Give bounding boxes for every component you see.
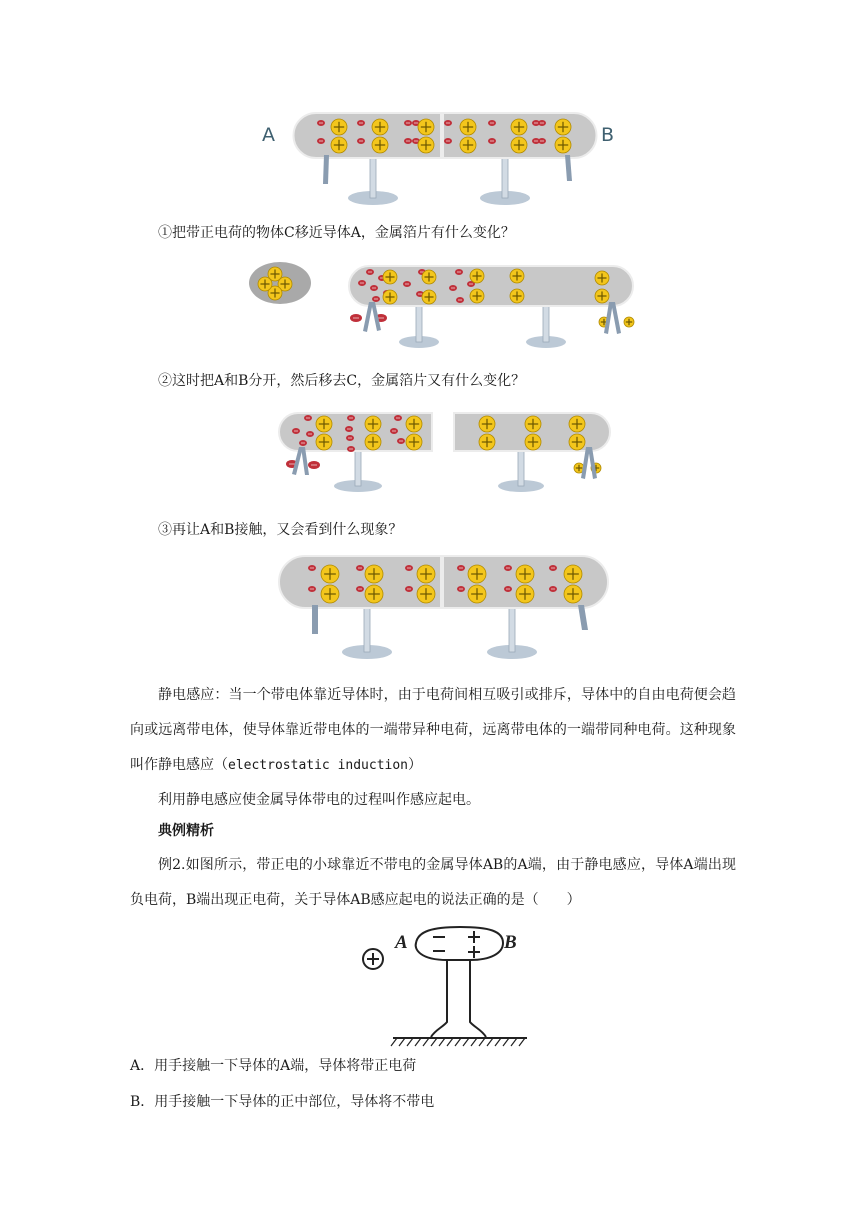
positive-charge-icon <box>422 270 436 284</box>
ground-hatch <box>391 1038 525 1046</box>
negative-charge-icon <box>356 586 364 592</box>
definition-close: ） <box>408 757 423 773</box>
stand <box>431 960 486 1037</box>
example-question: 例2.如图所示，带正电的小球靠近不带电的金属导体AB的A端，由于静电感应，导体A端出现负电荷，B端出现正电荷，关于导体AB感应起电的说法正确的是（ ） <box>130 857 736 908</box>
negative-charge-icon <box>306 431 314 437</box>
negative-charge-icon <box>444 138 452 144</box>
positive-charge-icon <box>406 434 422 450</box>
positive-charge-icon <box>516 565 534 583</box>
negative-charge-icon <box>347 446 355 452</box>
negative-charge-icon <box>456 297 464 303</box>
positive-charge-icon <box>595 271 609 285</box>
positive-charge-icon <box>365 565 383 583</box>
positive-charge-icon <box>418 119 434 135</box>
positive-charge-icon <box>479 416 495 432</box>
foil-leaf-a <box>323 155 329 184</box>
negative-charge-icon <box>308 461 320 469</box>
negative-charge-icon <box>358 280 366 286</box>
definition-english-term: electrostatic induction <box>228 758 409 773</box>
negative-charge-icon <box>504 586 512 592</box>
figure-rejoined <box>270 550 620 665</box>
negative-charge-icon <box>455 269 463 275</box>
negative-charge-icon <box>404 120 412 126</box>
question-2: ②这时把A和B分开，然后移去C，金属箔片又有什么变化？ <box>158 373 526 389</box>
negative-charge-icon <box>347 415 355 421</box>
positive-charge-icon <box>321 585 339 603</box>
positive-charge-icon <box>510 269 524 283</box>
foil-leaf-a <box>312 605 318 634</box>
negative-charge-icon <box>457 565 465 571</box>
example-label-a: A <box>395 932 408 953</box>
negative-charge-icon <box>372 296 380 302</box>
conductor-ab-outline <box>416 927 503 960</box>
negative-charge-icon <box>345 426 353 432</box>
positive-charge-icon <box>417 565 435 583</box>
label-a: A <box>262 124 275 146</box>
positive-charge-icon <box>595 289 609 303</box>
positive-charge-icon <box>365 434 381 450</box>
negative-charge-icon <box>394 415 402 421</box>
negative-charge-icon <box>308 586 316 592</box>
positive-charge-icon <box>569 416 585 432</box>
figure-initial-neutral <box>255 108 615 208</box>
negative-charge-icon <box>405 586 413 592</box>
positive-charge-icon <box>365 585 383 603</box>
negative-charge-icon <box>346 435 354 441</box>
negative-charge-icon <box>449 285 457 291</box>
stand-pole-a <box>364 608 370 652</box>
positive-charge-icon <box>555 119 571 135</box>
option-a: A．用手接触一下导体的A端，导体将带正电荷 <box>130 1058 417 1074</box>
stand-pole-b <box>543 304 549 342</box>
positive-charge-icon <box>422 290 436 304</box>
negative-charge-icon <box>292 428 300 434</box>
foil-leaf-b <box>578 605 588 630</box>
positive-charge-icon <box>331 119 347 135</box>
positive-charge-icon <box>331 137 347 153</box>
stand-pole-a <box>416 304 422 342</box>
section-title: 典例精析 <box>158 823 214 839</box>
question-3: ③再让A和B接触，又会看到什么现象？ <box>158 522 403 538</box>
stand-pole-b <box>502 156 508 198</box>
positive-charge-icon <box>516 585 534 603</box>
label-b: B <box>601 124 615 146</box>
negative-charge-icon <box>308 565 316 571</box>
positive-charge-icon <box>383 290 397 304</box>
positive-charge-icon <box>470 269 484 283</box>
positive-charge-icon <box>417 585 435 603</box>
positive-charge-icon <box>525 416 541 432</box>
positive-charge-icon <box>510 289 524 303</box>
negative-charge-icon <box>370 285 378 291</box>
negative-charge-icon <box>357 138 365 144</box>
negative-charge-icon <box>404 138 412 144</box>
positive-charge-icon <box>479 434 495 450</box>
negative-charge-icon <box>488 138 496 144</box>
negative-charge-icon <box>403 281 411 287</box>
stand-pole-b <box>509 608 515 652</box>
negative-charge-icon <box>444 120 452 126</box>
negative-charge-icon <box>390 428 398 434</box>
positive-charge-icon <box>316 416 332 432</box>
positive-charge-icon <box>372 137 388 153</box>
induction-sentence: 利用静电感应使金属导体带电的过程叫作感应起电。 <box>158 792 480 808</box>
positive-charge-icon <box>564 565 582 583</box>
positive-charge-icon <box>564 585 582 603</box>
negative-charge-icon <box>317 120 325 126</box>
negative-charge-icon <box>504 565 512 571</box>
option-b: B．用手接触一下导体的正中部位，导体将不带电 <box>130 1094 435 1110</box>
positive-charge-icon <box>365 416 381 432</box>
negative-charge-icon <box>532 138 540 144</box>
stand-pole-a <box>370 156 376 198</box>
negative-charge-icon <box>366 269 374 275</box>
negative-charge-icon <box>532 120 540 126</box>
negative-charge-icon <box>488 120 496 126</box>
positive-charge-icon <box>511 119 527 135</box>
positive-charge-icon <box>468 565 486 583</box>
stand-pole-b <box>518 450 524 486</box>
positive-charge-icon <box>624 317 634 327</box>
negative-charge-icon <box>350 314 362 322</box>
definition-paragraph <box>130 678 736 783</box>
definition-text: 静电感应：当一个带电体靠近导体时，由于电荷间相互吸引或排斥，导体中的自由电荷便会趋向或远离带电体，使导体靠近带电体的一端带异种电荷，远离带电体的一端带同种电荷。这种现象叫作静电感应（ <box>130 687 736 773</box>
positive-charge-icon <box>316 434 332 450</box>
positive-charge-icon <box>569 434 585 450</box>
positive-charge-icon <box>555 137 571 153</box>
negative-charge-icon <box>457 586 465 592</box>
positive-charge-icon <box>460 137 476 153</box>
negative-charge-icon <box>405 565 413 571</box>
positive-charge-icon <box>525 434 541 450</box>
negative-charge-icon <box>549 586 557 592</box>
question-1: ①把带正电荷的物体C移近导体A，金属箔片有什么变化？ <box>158 225 515 241</box>
example-figure <box>355 917 535 1047</box>
figure-separated <box>270 405 620 495</box>
negative-charge-icon <box>299 440 307 446</box>
negative-charge-icon <box>549 565 557 571</box>
positive-charge-icon <box>468 585 486 603</box>
conductor-a-body <box>294 113 442 158</box>
negative-charge-icon <box>304 415 312 421</box>
positive-charge-icon <box>418 137 434 153</box>
example-label-b: B <box>504 932 517 953</box>
negative-charge-icon <box>317 138 325 144</box>
positive-charge-icon <box>321 565 339 583</box>
positive-charge-icon <box>258 277 272 291</box>
positive-charge-icon <box>406 416 422 432</box>
figure-object-c-near <box>245 256 645 356</box>
negative-charge-icon <box>397 438 405 444</box>
conductor-a-body <box>279 556 441 608</box>
negative-charge-icon <box>357 120 365 126</box>
positive-charge-icon <box>470 289 484 303</box>
negative-charge-icon <box>356 565 364 571</box>
positive-charge-icon <box>383 270 397 284</box>
positive-charge-icon <box>372 119 388 135</box>
stand-pole-a <box>355 450 361 486</box>
positive-charge-icon <box>460 119 476 135</box>
positive-charge-icon <box>511 137 527 153</box>
